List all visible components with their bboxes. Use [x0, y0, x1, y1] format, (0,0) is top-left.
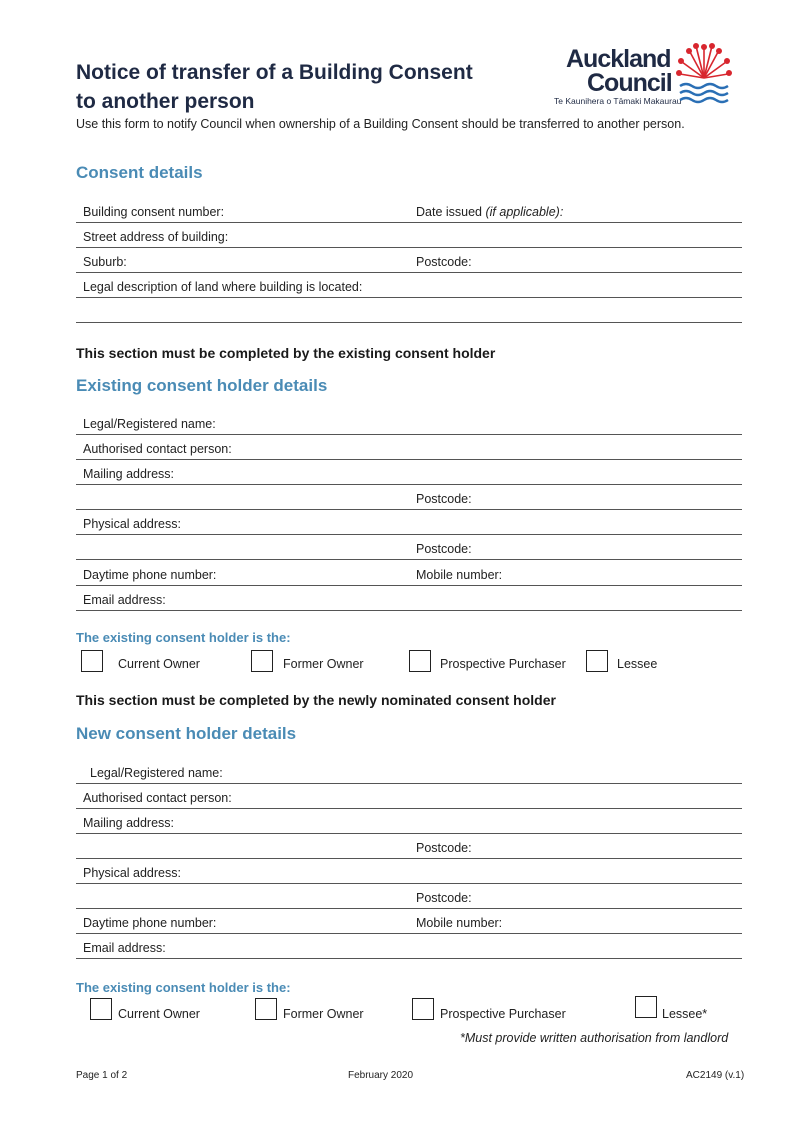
existing-legal-name-label: Legal/Registered name:: [83, 417, 216, 431]
existing-physical-postcode-field[interactable]: [76, 534, 742, 560]
existing-daytime-phone-label: Daytime phone number:: [83, 568, 217, 582]
new-section-notice: This section must be completed by the newly nominated consent holder: [76, 692, 556, 708]
logo-auckland-text: Auckland: [566, 45, 671, 73]
new-mobile-label: Mobile number:: [416, 916, 503, 930]
date-issued-label: Date issued (if applicable):: [416, 205, 564, 219]
existing-holder-is-label: The existing consent holder is the:: [76, 630, 291, 645]
new-prospective-purchaser-checkbox[interactable]: [412, 998, 434, 1020]
existing-legal-name-field[interactable]: [76, 409, 742, 435]
new-lessee-label: Lessee*: [662, 1007, 708, 1021]
footer-date: February 2020: [348, 1070, 414, 1081]
new-physical-postcode-label: Postcode:: [416, 891, 472, 905]
street-address-field[interactable]: [76, 222, 742, 248]
existing-phone-field[interactable]: [76, 560, 742, 586]
existing-prospective-purchaser-label: Prospective Purchaser: [440, 657, 566, 671]
suburb-label: Suburb:: [83, 255, 127, 269]
existing-current-owner-label: Current Owner: [118, 657, 200, 671]
new-daytime-phone-label: Daytime phone number:: [83, 916, 217, 930]
existing-mailing-postcode-label: Postcode:: [416, 492, 472, 506]
logo-tagline: Te Kaunihera o Tāmaki Makaurau: [554, 96, 682, 106]
building-consent-number-label: Building consent number:: [83, 205, 225, 219]
existing-mailing-address-label: Mailing address:: [83, 467, 175, 481]
existing-section-notice: This section must be completed by the existing consent holder: [76, 345, 496, 361]
logo-council-text: Council: [587, 69, 672, 97]
date-issued-note: (if applicable):: [485, 205, 564, 219]
new-contact-person-label: Authorised contact person:: [83, 791, 232, 805]
street-address-label: Street address of building:: [83, 230, 229, 244]
landlord-footnote: *Must provide written authorisation from landlord: [460, 1031, 729, 1045]
new-contact-person-field[interactable]: [76, 783, 742, 809]
form-title-line1: Notice of transfer of a Building Consent: [76, 61, 473, 84]
new-physical-postcode-field[interactable]: [76, 883, 742, 909]
new-prospective-purchaser-label: Prospective Purchaser: [440, 1007, 566, 1021]
existing-prospective-purchaser-checkbox[interactable]: [409, 650, 431, 672]
legal-description-line2[interactable]: [76, 297, 742, 323]
new-email-field[interactable]: [76, 933, 742, 959]
new-mailing-address-field[interactable]: [76, 808, 742, 834]
existing-mailing-postcode-field[interactable]: [76, 484, 742, 510]
existing-lessee-checkbox[interactable]: [586, 650, 608, 672]
new-holder-heading: New consent holder details: [76, 724, 297, 743]
page-number: Page 1 of 2: [76, 1070, 128, 1081]
legal-description-label: Legal description of land where building is located:: [83, 280, 363, 294]
new-former-owner-checkbox[interactable]: [255, 998, 277, 1020]
new-current-owner-checkbox[interactable]: [90, 998, 112, 1020]
new-former-owner-label: Former Owner: [283, 1007, 364, 1021]
new-holder-is-label: The existing consent holder is the:: [76, 980, 291, 995]
existing-email-label: Email address:: [83, 593, 166, 607]
legal-description-field[interactable]: [76, 272, 742, 298]
existing-holder-heading: Existing consent holder details: [76, 376, 328, 395]
postcode-label: Postcode:: [416, 255, 472, 269]
new-mailing-address-label: Mailing address:: [83, 816, 175, 830]
existing-physical-postcode-label: Postcode:: [416, 542, 472, 556]
new-lessee-checkbox[interactable]: [635, 996, 657, 1018]
pohutukawa-flower-icon: [676, 42, 732, 106]
new-physical-address-label: Physical address:: [83, 866, 181, 880]
form-title-line2: to another person: [76, 90, 255, 113]
existing-contact-person-label: Authorised contact person:: [83, 442, 232, 456]
form-intro: Use this form to notify Council when ownership of a Building Consent should be transferred to another person.: [76, 117, 685, 131]
existing-former-owner-label: Former Owner: [283, 657, 364, 671]
existing-physical-address-label: Physical address:: [83, 517, 181, 531]
form-title: [76, 58, 473, 116]
existing-contact-person-field[interactable]: [76, 434, 742, 460]
form-code: AC2149 (v.1): [686, 1070, 745, 1081]
new-email-label: Email address:: [83, 941, 166, 955]
new-physical-address-field[interactable]: [76, 858, 742, 884]
existing-former-owner-checkbox[interactable]: [251, 650, 273, 672]
building-consent-number-field[interactable]: [76, 197, 742, 223]
new-current-owner-label: Current Owner: [118, 1007, 200, 1021]
existing-lessee-label: Lessee: [617, 657, 658, 671]
new-mailing-postcode-label: Postcode:: [416, 841, 472, 855]
existing-email-field[interactable]: [76, 585, 742, 611]
existing-mobile-label: Mobile number:: [416, 568, 503, 582]
new-phone-field[interactable]: [76, 908, 742, 934]
existing-current-owner-checkbox[interactable]: [81, 650, 103, 672]
new-legal-name-label: Legal/Registered name:: [90, 766, 223, 780]
consent-details-heading: Consent details: [76, 163, 203, 182]
new-legal-name-field[interactable]: [76, 758, 742, 784]
existing-mailing-address-field[interactable]: [76, 459, 742, 485]
existing-physical-address-field[interactable]: [76, 509, 742, 535]
new-mailing-postcode-field[interactable]: [76, 833, 742, 859]
suburb-field[interactable]: [76, 247, 742, 273]
